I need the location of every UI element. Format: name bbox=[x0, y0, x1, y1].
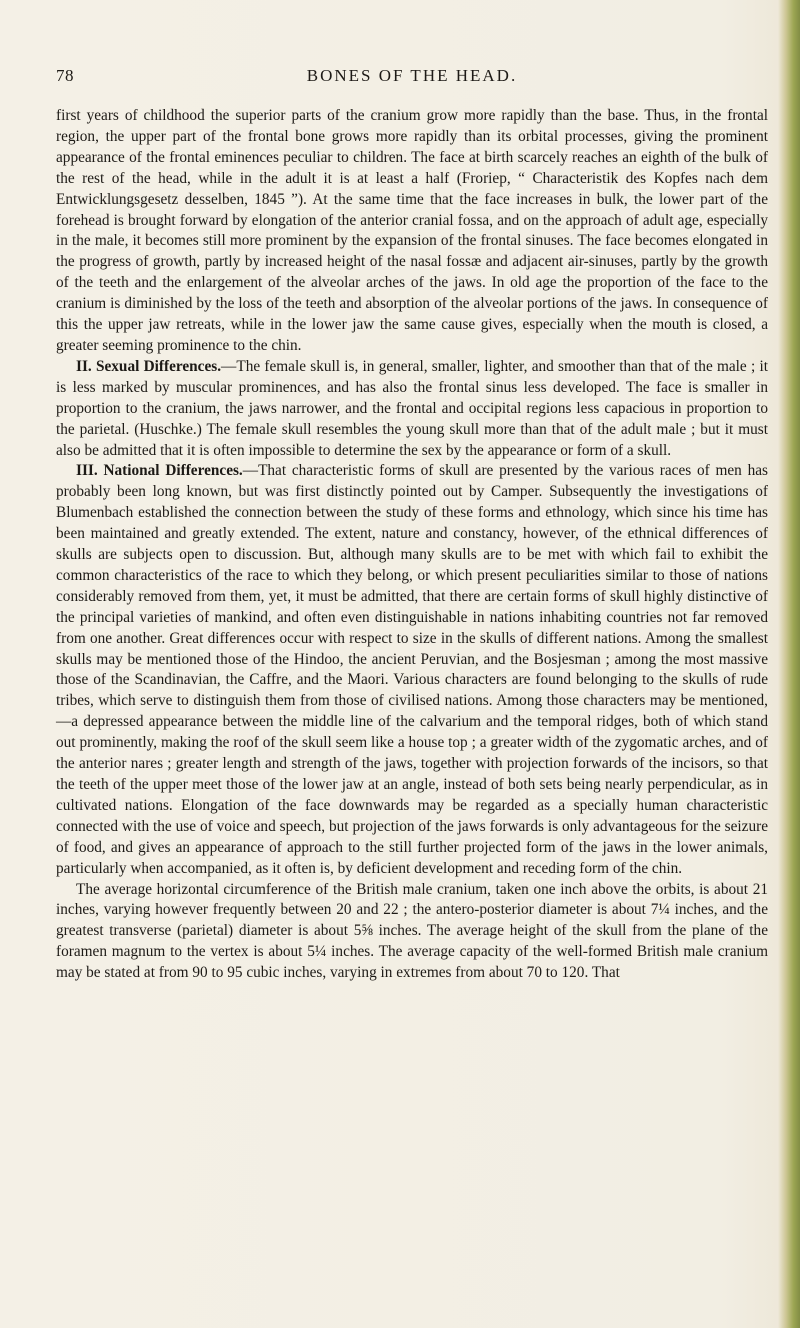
paragraph-national-differences bbox=[56, 461, 768, 879]
paragraph-text: —That characteristic forms of skull are presented by the various races of men has probably been long known, but was first distinctly pointed out by Camper. Subsequently the investigations of Blumenbach established the connection between the study of these forms and ethnology, which since his time has been maintained and greatly extended. The extent, nature and constancy, however, of the ethnical differences of skulls are subjects open to discussion. But, although many skulls are to be met with which fail to exhibit the common characteristics of the race to which they belong, or which present peculiarities similar to those of nations considerably removed from them, yet, it must be admitted, that there are certain forms of skull highly distinctive of the principal varieties of mankind, and often even distinguishable in nations inhabiting countries not far removed from one another. Great differences occur with respect to size in the skulls of different nations. Among the smallest skulls may be mentioned those of the Hindoo, the ancient Peruvian, and the Bosjesman ; among the most massive those of the Scandinavian, the Caffre, and the Maori. Various characters are found belonging to the skulls of rude tribes, which serve to distinguish them from those of civilised nations. Among those characters may be mentioned,—a depressed appearance between the middle line of the calvarium and the temporal ridges, both of which stand out prominently, making the roof of the skull seem like a house top ; a greater width of the zygomatic arches, and of the anterior nares ; greater length and strength of the jaws, together with projection forwards of the incisors, so that the teeth of the upper meet those of the lower jaw at an angle, instead of both sets being nearly perpendicular, as in cultivated nations. Elongation of the face downwards may be regarded as a specially human characteristic connected with the use of voice and speech, but projection of the jaws forwards is only advantageous for the seizure of food, and gives an appearance of approach to the still further projected form of the jaws in the lower animals, particularly when accompanied, as it often is, by deficient development and receding form of the chin. bbox=[56, 462, 768, 877]
page-number: 78 bbox=[56, 66, 74, 85]
paragraph-text: first years of childhood the superior parts of the cranium grow more rapidly than the base. Thus, in the frontal region, the upper part of the frontal bone grows more rapidly than its orbital processes, giving the prominent appearance of the frontal eminences peculiar to children. The face at birth scarcely reaches an eighth of the bulk of the rest of the head, while in the adult it is at least a half (Froriep, “ Characteristik des Kopfes nach dem Entwicklungsgesetz desselben, 1845 ”). At the same time that the face increases in bulk, the lower part of the forehead is brought forward by elongation of the anterior cranial fossa, and on the approach of adult age, especially in the male, it becomes still more prominent by the expansion of the frontal sinuses. The face becomes elongated in the progress of growth, partly by increased height of the nasal fossæ and adjacent air-sinuses, partly by the growth of the teeth and the enlargement of the alveolar arches of the jaws. In old age the proportion of the face to the cranium is diminished by the loss of the teeth and absorption of the alveolar portions of the jaws. In consequence of this the upper jaw retreats, while in the lower jaw the same cause gives, especially when the mouth is closed, a greater seeming prominence to the chin. bbox=[56, 107, 768, 354]
paragraph-text: The average horizontal circumference of the British male cranium, taken one inch above the orbits, is about 21 inches, varying however frequently between 20 and 22 ; the antero-posterior diameter is about 7¼ inches, and the greatest transverse (parietal) diameter is about 5⅝ inches. The average height of the skull from the plane of the foramen magnum to the vertex is about 5¼ inches. The average capacity of the well-formed British male cranium may be stated at from 90 to 95 cubic inches, varying in extremes from about 70 to 120. That bbox=[56, 880, 768, 982]
paragraph-growth bbox=[56, 106, 768, 357]
section-heading: III. National Differences. bbox=[76, 462, 243, 480]
page-edge bbox=[778, 0, 800, 1328]
section-heading: II. Sexual Differences. bbox=[76, 357, 222, 375]
page-header bbox=[56, 66, 768, 96]
paragraph-sexual-differences bbox=[56, 357, 768, 462]
running-head: BONES OF THE HEAD. bbox=[306, 66, 518, 85]
body-text bbox=[56, 106, 768, 984]
paragraph-text: —The female skull is, in general, smaller, lighter, and smoother than that of the male ; it is less marked by muscular prominences, and has also the frontal sinus less developed. The face is smaller in proportion to the cranium, the jaws narrower, and the frontal and occipital regions less capacious in proportion to the parietal. (Huschke.) The female skull resembles the young skull more than that of the adult male ; but it must also be admitted that it is often impossible to determine the sex by the appearance or form of a skull. bbox=[56, 357, 768, 459]
paragraph-measurements bbox=[56, 880, 768, 985]
